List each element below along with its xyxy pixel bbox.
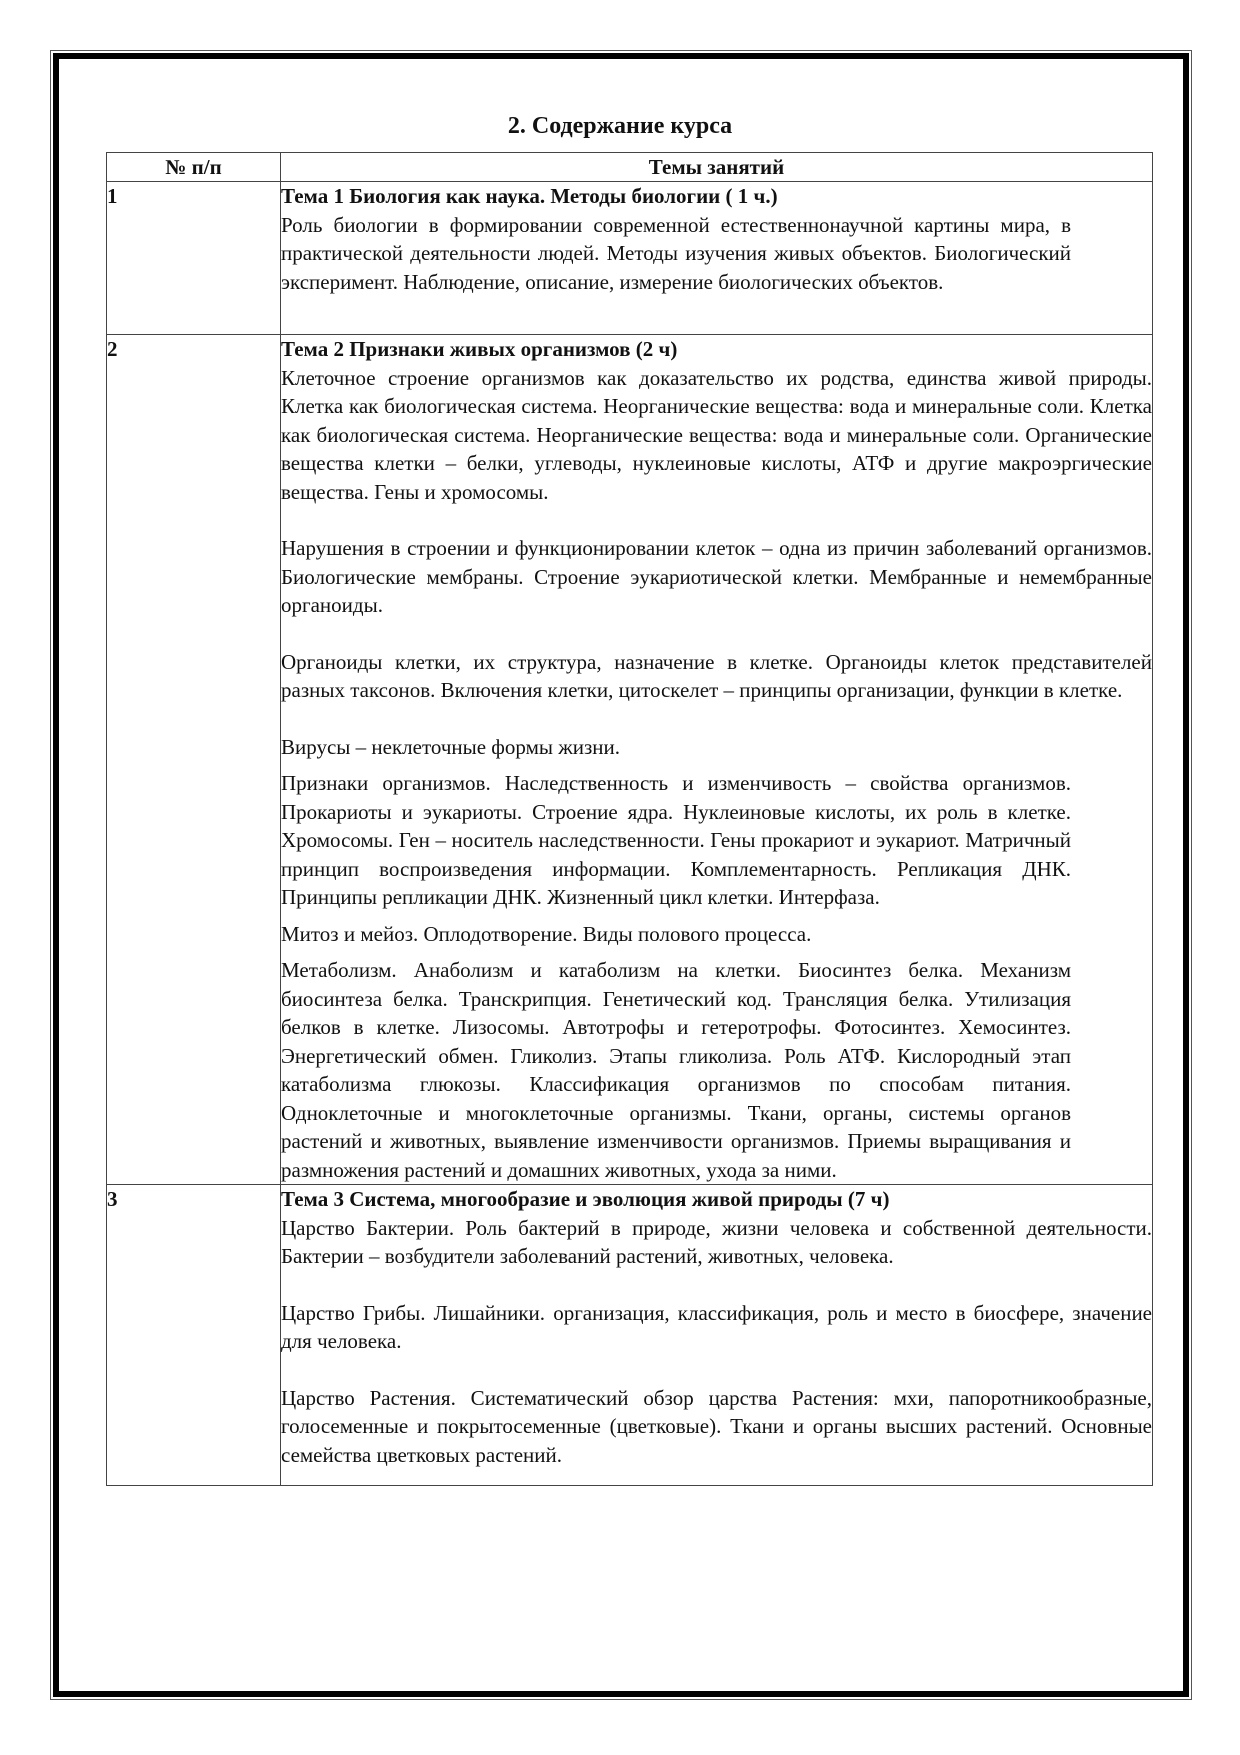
- topic-paragraph: Царство Бактерии. Роль бактерий в природе, жизни человека и собственной деятельности. Бактерии – возбудители заболеваний растений, животных, человека.: [281, 1215, 1152, 1268]
- topic-cell: [281, 335, 1153, 1185]
- table-row: [107, 182, 1153, 335]
- table-header-row: [107, 153, 1153, 182]
- topic-title: Тема 2 Признаки живых организмов (2 ч): [281, 337, 678, 361]
- page-title: 2. Содержание курса: [507, 113, 733, 139]
- row-number: 2: [107, 335, 281, 1185]
- course-content-table: [106, 152, 1153, 1486]
- topic-paragraph: Метаболизм. Анаболизм и катаболизм на клетки. Биосинтез белка. Механизм биосинтеза белка. Транскрипция. Генетический код. Трансляция белка. Утилизация белков в клетке. Лизосомы. Автотрофы и гетеротрофы. Фотосинтез. Хемосинтез. Энергетический обмен. Гликолиз. Этапы гликолиза. Роль АТФ. Кислородный этап катаболизма глюкозы. Классификация организмов по способам питания. Одноклеточные и многоклеточные организмы. Ткани, органы, системы органов растений и животных, выявление изменчивости организмов. Приемы выращивания и размножения растений и домашних животных, ухода за ними.: [281, 958, 1071, 1182]
- table-row: [107, 335, 1153, 1185]
- column-header-topics: Темы занятий: [281, 153, 1153, 182]
- table-row: [107, 1185, 1153, 1486]
- topic-paragraph: Вирусы – неклеточные формы жизни.: [281, 734, 621, 759]
- topic-paragraph: Роль биологии в формировании современной естественнонаучной картины мира, в практической деятельности людей. Методы изучения живых объектов. Биологический эксперимент. Наблюдение, описание, измерение биологических объектов.: [281, 212, 1071, 294]
- topic-block: [281, 182, 1071, 296]
- topic-paragraph: Митоз и мейоз. Оплодотворение. Виды полового процесса.: [281, 921, 812, 946]
- topic-paragraph: Царство Растения. Систематический обзор царства Растения: мхи, папоротникообразные, голосеменные и покрытосеменные (цветковые). Ткани и органы высших растений. Основные семейства цветковых растений.: [281, 1385, 1152, 1467]
- topic-title: Тема 1 Биология как наука. Методы биологии ( 1 ч.): [281, 184, 778, 208]
- topic-paragraph: Царство Грибы. Лишайники. организация, классификация, роль и место в биосфере, значение для человека.: [281, 1300, 1152, 1353]
- topic-paragraph: Признаки организмов. Наследственность и изменчивость – свойства организмов. Прокариоты и эукариоты. Строение ядра. Нуклеиновые кислоты, их роль в клетке. Хромосомы. Ген – носитель наследственности. Гены прокариот и эукариот. Матричный принцип воспроизведения информации. Комплементарность. Репликация ДНК. Принципы репликации ДНК. Жизненный цикл клетки. Интерфаза.: [281, 771, 1071, 909]
- column-header-number: № п/п: [107, 153, 281, 182]
- row-number: 3: [107, 1185, 281, 1486]
- topic-paragraph: Нарушения в строении и функционировании клеток – одна из причин заболеваний организмов. Биологические мембраны. Строение эукариотической клетки. Мембранные и немембранные органоиды.: [281, 536, 1152, 617]
- topic-paragraph: Органоиды клетки, их структура, назначение в клетке. Органоиды клеток представителей разных таксонов. Включения клетки, цитоскелет – принципы организации, функции в клетке.: [281, 649, 1152, 702]
- topic-cell: [281, 1185, 1153, 1486]
- topic-paragraph: Клеточное строение организмов как доказательство их родства, единства живой природы. Клетка как биологическая система. Неорганические вещества: вода и минеральные соли. Клетка как биологическая система. Неорганические вещества: вода и минеральные соли. Органические вещества клетки – белки, углеводы, нуклеиновые кислоты, АТФ и другие макроэргические вещества. Гены и хромосомы.: [281, 365, 1152, 504]
- topic-cell: [281, 182, 1153, 335]
- row-number: 1: [107, 182, 281, 335]
- topic-title: Тема 3 Система, многообразие и эволюция живой природы (7 ч): [281, 1187, 890, 1211]
